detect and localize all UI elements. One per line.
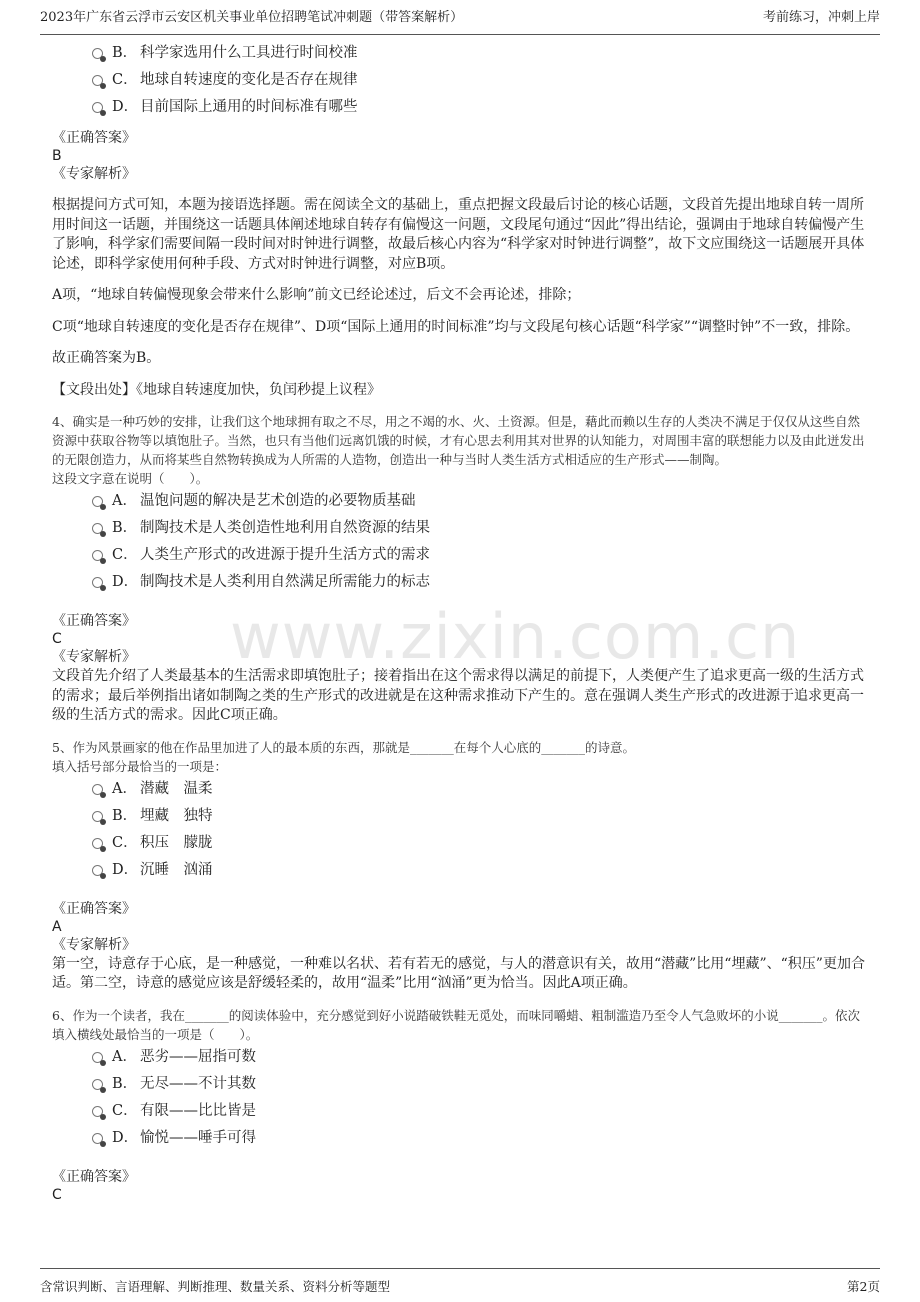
- question-stem: 6、作为一个读者，我在_______的阅读体验中，充分感觉到好小说踏破铁鞋无觅处，而味同嚼蜡、粗制滥造乃至令人气急败坏的小说_______。依次填入横线处最恰当的一项是（ ）。: [52, 1007, 860, 1042]
- option-a[interactable]: A． 潜藏 温柔: [52, 776, 872, 803]
- page-footer: [40, 1268, 880, 1295]
- answer-tag: 《正确答案》: [52, 613, 136, 629]
- analysis-tag: 《专家解析》: [52, 936, 136, 953]
- analysis-paragraph: 第一空，诗意存于心底，是一种感觉，一种难以名状、若有若无的感觉，与人的潜意识有关，故用“潜藏”比用“埋藏”、“积压”更加合适。第二空，诗意的感觉应该是舒缓轻柔的，故用“温柔”比用“汹涌”更为恰当。因此A项正确。: [52, 955, 865, 991]
- page-header: [40, 6, 880, 35]
- correct-answer: C: [52, 1186, 62, 1203]
- radio-icon[interactable]: [92, 523, 103, 534]
- option-d[interactable]: D． 制陶技术是人类利用自然满足所需能力的标志: [52, 569, 872, 596]
- option-a[interactable]: A． 恶劣——屈指可数: [52, 1044, 872, 1071]
- question-3: [52, 40, 872, 400]
- option-a[interactable]: A． 温饱问题的解决是艺术创造的必要物质基础: [52, 488, 872, 515]
- option-c[interactable]: C． 地球自转速度的变化是否存在规律: [52, 67, 872, 94]
- question-6: [52, 1006, 872, 1204]
- analysis-paragraph: 根据提问方式可知，本题为接语选择题。需在阅读全文的基础上，重点把握文段最后讨论的核心话题，文段首先提出地球自转一周所用时间这一话题，并围绕这一话题具体阐述地球自转存有偏慢这一问题，文段尾句通过“因此”得出结论，强调由于地球自转偏慢产生了影响，科学家们需要间隔一段时间对时钟进行调整，故最后核心内容为“科学家对时钟进行调整”，故下文应围绕这一话题展开具体论述，即科学家使用何种手段、方式对时钟进行调整，对应B项。: [52, 197, 865, 272]
- footer-topics: 含常识判断、言语理解、判断推理、数量关系、资料分析等题型: [40, 1279, 391, 1294]
- watermark: www.zixin.com.cn: [230, 600, 801, 673]
- option-c[interactable]: C． 积压 朦胧: [52, 830, 872, 857]
- answer-tag: 《正确答案》: [52, 130, 136, 146]
- analysis-paragraph: C项“地球自转速度的变化是否存在规律”、D项“国际上通用的时间标准”均与文段尾句核心话题“科学家”“调整时钟”不一致，排除。: [52, 318, 860, 335]
- analysis-tag: 《专家解析》: [52, 649, 136, 665]
- header-slogan: 考前练习，冲刺上岸: [762, 10, 880, 25]
- option-c[interactable]: C． 人类生产形式的改进源于提升生活方式的需求: [52, 542, 872, 569]
- radio-icon[interactable]: [92, 1052, 103, 1063]
- option-d[interactable]: D． 目前国际上通用的时间标准有哪些: [52, 94, 872, 121]
- option-c[interactable]: C． 有限——比比皆是: [52, 1098, 872, 1125]
- analysis-tag: 《专家解析》: [52, 166, 136, 182]
- option-b[interactable]: B． 制陶技术是人类创造性地利用自然资源的结果: [52, 515, 872, 542]
- document-title: 2023年广东省云浮市云安区机关事业单位招聘笔试冲刺题（带答案解析）: [40, 10, 464, 25]
- correct-answer: A: [52, 918, 62, 935]
- radio-icon[interactable]: [92, 1106, 103, 1117]
- analysis-paragraph: 文段首先介绍了人类最基本的生活需求即填饱肚子；接着指出在这个需求得以满足的前提下，人类便产生了追求更高一级的生活方式的需求；最后举例指出诸如制陶之类的生产形式的改进就是在这种需求推动下产生的。意在强调人类生产形式的改进源于追求更高一级的生活方式的需求。因此C项正确。: [52, 668, 864, 723]
- radio-icon[interactable]: [92, 496, 103, 507]
- radio-icon[interactable]: [92, 75, 103, 86]
- radio-icon[interactable]: [92, 784, 103, 795]
- option-b[interactable]: B． 无尽——不计其数: [52, 1071, 872, 1098]
- correct-answer: B: [52, 148, 62, 164]
- radio-icon[interactable]: [92, 811, 103, 822]
- radio-icon[interactable]: [92, 577, 103, 588]
- radio-icon[interactable]: [92, 865, 103, 876]
- radio-icon[interactable]: [92, 48, 103, 59]
- question-4: [52, 412, 872, 726]
- option-b[interactable]: B． 埋藏 独特: [52, 803, 872, 830]
- radio-icon[interactable]: [92, 838, 103, 849]
- question-stem: 5、作为风景画家的他在作品里加进了人的最本质的东西，那就是_______在每个人心底的_______的诗意。: [52, 739, 635, 755]
- page-number: 第2页: [847, 1279, 880, 1294]
- question-prompt: 这段文字意在说明（ ）。: [52, 471, 209, 486]
- source-note: 【文段出处】《地球自转速度加快，负闰秒提上议程》: [52, 381, 381, 398]
- radio-icon[interactable]: [92, 1133, 103, 1144]
- question-prompt: 填入括号部分最恰当的一项是：: [52, 758, 228, 774]
- radio-icon[interactable]: [92, 102, 103, 113]
- option-b[interactable]: B． 科学家选用什么工具进行时间校准: [52, 40, 872, 67]
- radio-icon[interactable]: [92, 550, 103, 561]
- analysis-paragraph: A项，“地球自转偏慢现象会带来什么影响”前文已经论述过，后文不会再论述，排除；: [52, 287, 581, 303]
- answer-tag: 《正确答案》: [52, 900, 136, 917]
- question-5: [52, 738, 872, 994]
- question-stem: 4、确实是一种巧妙的安排，让我们这个地球拥有取之不尽，用之不竭的水、火、土资源。但是，藉此而赖以生存的人类决不满足于仅仅从这些自然资源中获取谷物等以填饱肚子。当然，也只有当他们远离饥饿的时候，才有心思去利用其对世界的认知能力，对周围丰富的联想能力以及由此迸发出的无限创造力，从而将某些自然物转换成为人所需的人造物，创造出一种与当时人类生活方式相适应的生产形式——制陶。: [52, 414, 865, 467]
- page-content: [52, 36, 872, 1204]
- option-d[interactable]: D． 沉睡 汹涌: [52, 857, 872, 884]
- answer-tag: 《正确答案》: [52, 1168, 136, 1185]
- option-d[interactable]: D． 愉悦——唾手可得: [52, 1125, 872, 1152]
- correct-answer: C: [52, 631, 62, 647]
- radio-icon[interactable]: [92, 1079, 103, 1090]
- analysis-paragraph: 故正确答案为B。: [52, 350, 161, 366]
